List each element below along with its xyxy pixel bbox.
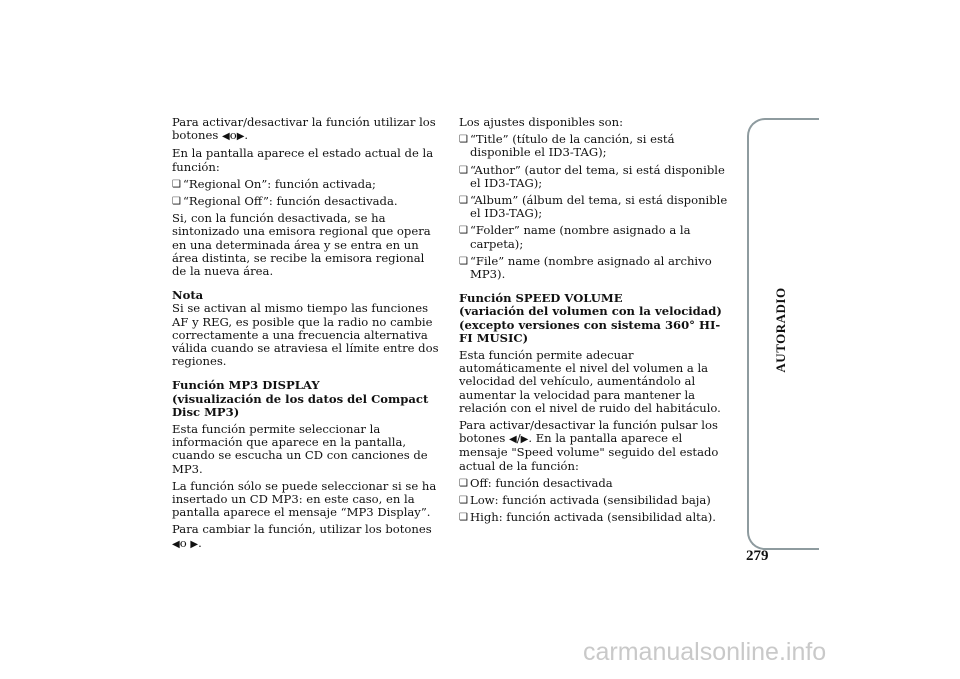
right-arrow-icon: ▶ (190, 538, 199, 550)
bullet-item: ❑ “Title” (título de la canción, si está disponible el ID3-TAG); (459, 133, 731, 159)
paragraph: Si se activan al mismo tiempo las funciones AF y REG, es posible que la radio no cambie correctamente a una frecuencia alternativa válida cuando se atraviesa el límite entre dos regiones. (172, 301, 439, 369)
section-subheading: (visualización de los datos del Compact Disc MP3) (172, 391, 429, 419)
bullet-item: ❑ “Regional On”: función activada; (172, 178, 440, 191)
section-heading: Nota (172, 288, 204, 303)
paragraph: Para activar/desactivar la función utilizar los botones ◀o▶. (172, 115, 436, 143)
bullet-item: ❑ “Folder” name (nombre asignado a la carpeta); (459, 224, 731, 250)
section-heading: Función MP3 DISPLAY (172, 378, 320, 393)
section-subheading: (excepto versiones con sistema 360° HI-FI MUSIC) (459, 317, 721, 345)
bullet-item: ❑ “Author” (autor del tema, si está disponible el ID3-TAG); (459, 164, 731, 190)
left-arrow-icon: ◀ (509, 434, 517, 446)
right-column (459, 116, 731, 528)
right-arrow-icon: ▶ (236, 131, 245, 143)
paragraph: La función sólo se puede seleccionar si se ha insertado un CD MP3: en este caso, en la pantalla aparece el mensaje “MP3 Display”. (172, 478, 437, 520)
page-number: 279 (746, 548, 769, 564)
bullet-item: ❑ High: función activada (sensibilidad alta). (459, 511, 731, 524)
bullet-item: ❑ Low: función activada (sensibilidad baja) (459, 494, 731, 507)
paragraph: En la pantalla aparece el estado actual de la función: (172, 146, 434, 174)
watermark: carmanualsonline.info (583, 638, 827, 666)
section-heading: Función SPEED VOLUME (459, 291, 623, 306)
right-arrow-icon: ▶ (520, 434, 529, 446)
paragraph: Si, con la función desactivada, se ha sintonizado una emisora regional que opera en una determinada área y se entra en un área distinta, se recibe la emisora regional de la nueva área. (172, 211, 431, 279)
paragraph: Para activar/desactivar la función pulsar los botones ◀/▶. En la pantalla aparece el mensaje "Speed volume" seguido del estado actual de la función: (459, 418, 719, 473)
section-subheading: (variación del volumen con la velocidad) (459, 304, 722, 319)
left-arrow-icon: ◀ (222, 131, 230, 143)
chapter-label: AUTORADIO (773, 287, 788, 373)
left-column (172, 116, 440, 555)
paragraph: Esta función permite adecuar automáticamente el nivel del volumen a la velocidad del vehículo, aumentándolo al aumentar la velocidad para mantener la relación con el nivel de ruido del habitáculo. (459, 348, 721, 415)
bullet-item: ❑ “Regional Off”: función desactivada. (172, 195, 440, 208)
paragraph: Esta función permite seleccionar la información que aparece en la pantalla, cuando se escucha un CD con canciones de MP3. (172, 422, 428, 476)
paragraph: Para cambiar la función, utilizar los botones ◀o ▶. (172, 522, 432, 550)
bullet-item: ❑ “File” name (nombre asignado al archivo MP3). (459, 255, 731, 281)
bullet-item: ❑ “Album” (álbum del tema, si está disponible el ID3-TAG); (459, 194, 731, 220)
bullet-item: ❑ Off: función desactivada (459, 477, 731, 490)
left-arrow-icon: ◀ (172, 538, 180, 550)
paragraph: Los ajustes disponibles son: (459, 115, 623, 129)
